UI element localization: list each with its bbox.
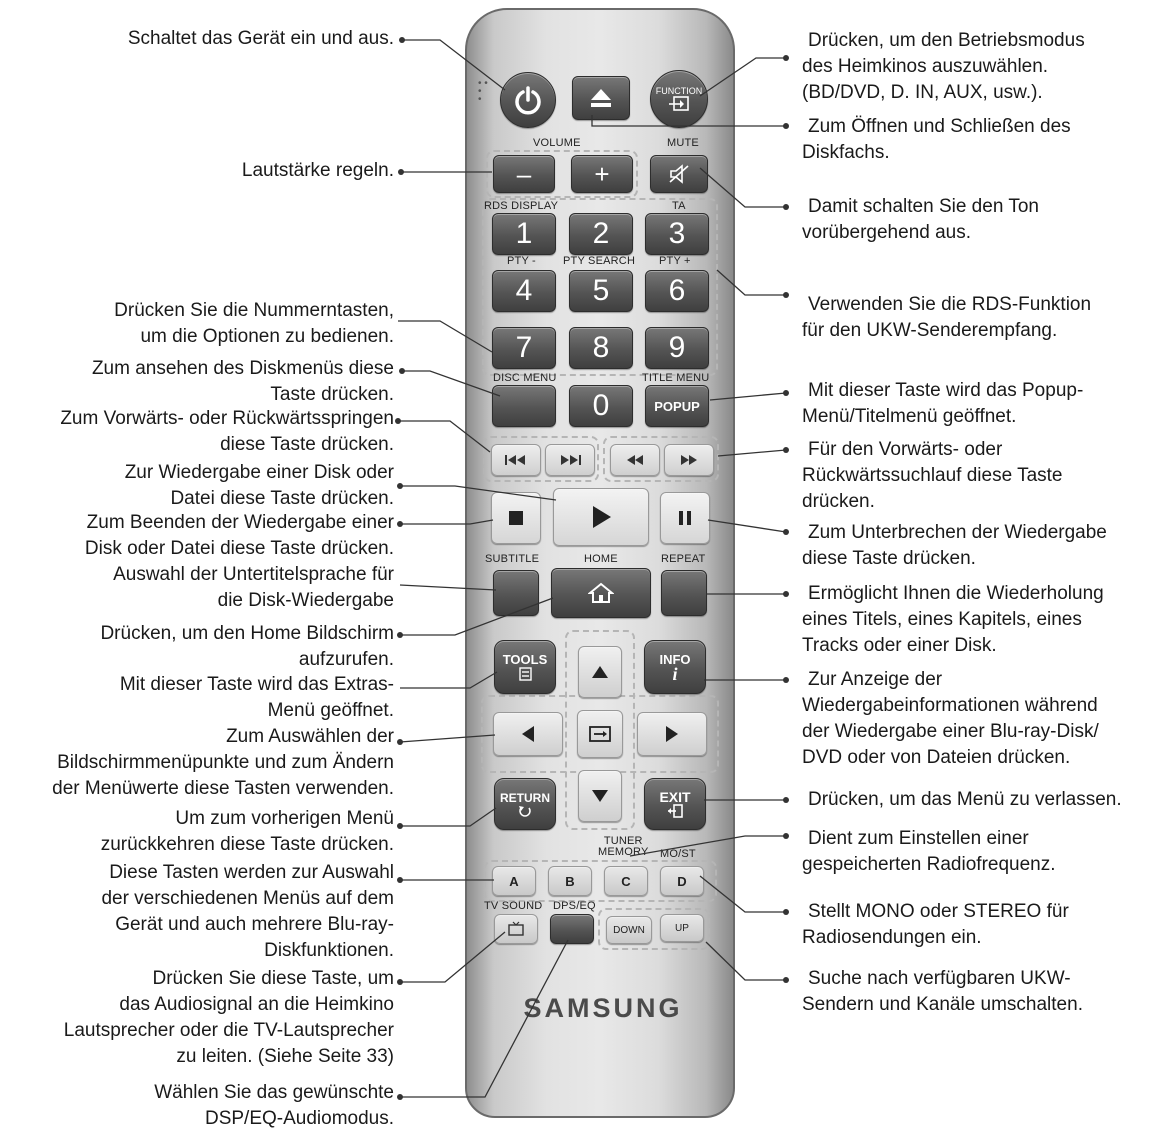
repeat-caption: REPEAT [661,553,706,565]
nav-right-button[interactable] [637,712,707,756]
tools-button[interactable] [494,640,556,694]
annotation-line: Menü/Titelmenü geöffnet. [802,406,1017,427]
annotation-line: zurückkehren diese Taste drücken. [100,834,394,855]
home-caption: HOME [584,553,618,565]
annotation-line: Suche nach verfügbaren UKW- [808,968,1071,989]
annotation-play [125,460,394,512]
dsp-eq-caption: DPS/EQ [553,900,596,912]
annotation-line: der Wiedergabe einer Blu-ray-Disk/ [802,721,1099,742]
skip-forward-button[interactable] [545,444,595,476]
annotation-disc-menu [92,356,394,408]
annotation-number-keys [114,298,394,350]
popup-label: POPUP [654,398,700,414]
volume-down-button[interactable] [493,155,555,193]
stop-icon [507,509,525,527]
annotation-line: der Menüwerte diese Tasten verwenden. [52,778,394,799]
a-button[interactable] [492,866,536,896]
input-source-icon [668,96,690,112]
annotation-line: Für den Vorwärts- oder [808,439,1003,460]
d-button[interactable] [660,866,704,896]
tuner-up-button[interactable] [660,914,704,942]
arrow-right-icon [664,724,680,744]
annotation-line: zu leiten. (Siehe Seite 33) [176,1046,394,1067]
annotation-line: Damit schalten Sie den Ton [808,196,1039,217]
annotation-line: eines Titels, eines Kapitels, eines [802,609,1082,630]
annotation-line: diese Taste drücken. [802,548,976,569]
number-6-label: 6 [668,274,686,307]
c-button[interactable] [604,866,648,896]
c-label: C [621,873,631,889]
repeat-button[interactable] [661,570,707,616]
play-icon [589,504,613,530]
annotation-function [802,28,1085,106]
annotation-line: Mit dieser Taste wird das Popup- [808,380,1084,401]
annotation-line: für den UKW-Senderempfang. [802,320,1058,341]
pause-button[interactable] [660,492,710,544]
pause-icon [676,509,694,527]
annotation-line: Zum ansehen des Diskmenüs diese [91,358,394,379]
d-label: D [677,873,687,889]
annotation-line: Zum Unterbrechen der Wiedergabe [808,522,1107,543]
subtitle-caption: SUBTITLE [485,553,540,565]
annotation-line: um die Optionen zu bedienen. [140,326,394,347]
exit-label: EXIT [659,789,691,805]
annotation-line: Wiedergabeinformationen während [802,695,1098,716]
pty-plus-caption: PTY + [659,255,691,267]
number-6-button[interactable] [645,270,709,312]
number-1-label: 1 [515,217,533,250]
info-label: INFO [659,652,691,667]
exit-icon [667,804,683,818]
number-9-label: 9 [668,331,686,364]
search-back-button[interactable] [610,444,660,476]
arrow-down-icon [590,788,610,804]
enter-button[interactable] [577,710,623,758]
annotation-line: Lautstärke regeln. [241,160,394,181]
annotation-line: Drücken, um den Home Bildschirm [100,623,394,644]
pty-search-caption: PTY SEARCH [563,255,636,267]
nav-down-button[interactable] [578,770,622,822]
annotation-eject [802,114,1071,166]
annotation-mute [802,194,1039,246]
power-button[interactable] [500,72,556,128]
annotation-line: gespeicherten Radiofrequenz. [802,854,1056,875]
annotation-line: Sendern und Kanäle umschalten. [802,994,1083,1015]
tv-sound-caption: TV SOUND [484,900,543,912]
home-icon [588,582,614,604]
annotation-line: DVD oder von Dateien drücken. [802,747,1071,768]
annotation-line: Lautsprecher oder die TV-Lautsprecher [63,1020,394,1041]
annotation-subtitle [113,562,394,614]
number-7-label: 7 [515,331,533,364]
annotation-color-keys [101,860,394,964]
power-indicator-icon: • • • • [478,78,488,105]
annotation-line: der verschiedenen Menüs auf dem [101,888,394,909]
brand-logo: SAMSUNG [523,993,683,1023]
annotation-navigation [52,724,394,802]
annotation-home [100,621,394,673]
annotation-line: Taste drücken. [270,384,394,405]
number-1-button[interactable] [492,213,556,255]
annotation-line: DSP/EQ-Audiomodus. [204,1108,394,1129]
pty-minus-caption: PTY - [507,255,536,267]
volume-up-button[interactable] [571,155,633,193]
annotation-popup [802,378,1083,430]
tools-icon [517,667,533,681]
return-button[interactable] [494,778,556,830]
power-icon [512,84,544,116]
number-4-label: 4 [515,274,533,307]
annotation-line: (BD/DVD, D. IN, AUX, usw.). [802,82,1043,103]
annotation-repeat [802,581,1104,659]
annotation-line: drücken. [802,491,875,512]
number-7-button[interactable] [492,327,556,369]
annotation-line: Schaltet das Gerät ein und aus. [127,28,394,49]
annotation-tv-sound [64,966,394,1070]
play-button[interactable] [553,488,649,546]
function-label: FUNCTION [655,86,703,96]
volume-down-label: – [516,158,532,189]
annotation-power [128,26,394,52]
disc-menu-caption: DISC MENU [493,372,557,384]
mute-icon [668,164,690,184]
annotation-line: Verwenden Sie die RDS-Funktion [808,294,1092,315]
tuner-up-label: UP [675,922,689,934]
number-2-label: 2 [592,217,610,250]
eject-button[interactable] [572,76,630,120]
arrow-up-icon [590,664,610,680]
b-button[interactable] [548,866,592,896]
annotation-line: Ermöglicht Ihnen die Wiederholung [808,583,1104,604]
annotation-line: Diskfachs. [802,142,890,163]
annotation-mono-stereo [802,899,1069,951]
tools-label: TOOLS [502,652,548,667]
disc-menu-button[interactable] [492,385,556,427]
mute-button[interactable] [650,155,708,193]
skip-back-button[interactable] [491,444,541,476]
info-i-label: i [672,664,678,684]
annotation-line: Rückwärtssuchlauf diese Taste [802,465,1063,486]
number-0-label: 0 [592,389,610,422]
annotation-line: die Disk-Wiedergabe [217,590,394,611]
arrow-left-icon [520,724,536,744]
number-3-label: 3 [668,217,686,250]
annotation-line: Zur Anzeige der [808,669,943,690]
annotation-line: Diskfunktionen. [264,940,394,961]
a-label: A [509,873,519,889]
number-0-button[interactable] [569,385,633,427]
annotation-line: Zum Auswählen der [226,726,394,747]
annotation-line: Menü geöffnet. [267,700,394,721]
number-8-label: 8 [592,331,610,364]
enter-icon [588,725,612,743]
info-button[interactable] [644,640,706,694]
nav-left-button[interactable] [493,712,563,756]
annotation-line: Bildschirmmenüpunkte und zum Ändern [57,752,394,773]
tuner-memory-caption: TUNER MEMORY [598,835,649,858]
annotation-line: Zum Öffnen und Schließen des [808,116,1071,137]
annotation-line: Mit dieser Taste wird das Extras- [119,674,394,695]
number-4-button[interactable] [492,270,556,312]
dsp-eq-button[interactable] [550,914,594,944]
volume-caption: VOLUME [533,137,581,149]
annotation-line: Dient zum Einstellen einer [808,828,1029,849]
fast-forward-icon [679,454,699,466]
annotation-line: Auswahl der Untertitelsprache für [113,564,394,585]
subtitle-button[interactable] [493,570,539,616]
ta-caption: TA [672,200,686,212]
return-label: RETURN [500,791,550,805]
annotation-line: Zum Vorwärts- oder Rückwärtsspringen [60,408,394,429]
annotation-line: Drücken, um den Betriebsmodus [808,30,1085,51]
annotation-dsp-eq [154,1080,394,1132]
annotation-line: Drücken Sie die Nummerntasten, [114,300,394,321]
annotation-skip [60,406,394,458]
skip-back-icon [504,454,528,466]
annotation-line: Zur Wiedergabe einer Disk oder [124,462,394,483]
eject-icon [589,87,613,109]
annotation-line: Zum Beenden der Wiedergabe einer [86,512,394,533]
mo-st-caption: MO/ST [660,848,696,860]
annotation-tuner-memory [802,826,1056,878]
annotation-line: Radiosendungen ein. [802,927,982,948]
annotation-line: Um zum vorherigen Menü [175,808,394,829]
number-9-button[interactable] [645,327,709,369]
annotation-return [101,806,394,858]
tv-icon [507,921,525,937]
annotation-line: Drücken Sie diese Taste, um [152,968,394,989]
tuner-down-button[interactable] [606,916,652,944]
annotation-line: Wählen Sie das gewünschte [154,1082,394,1103]
skip-forward-icon [558,454,582,466]
home-button[interactable] [551,568,651,618]
tuner-down-label: DOWN [613,924,645,936]
annotation-line: Disk oder Datei diese Taste drücken. [84,538,394,559]
search-forward-button[interactable] [664,444,714,476]
mute-caption: MUTE [667,137,699,149]
annotation-volume [242,158,394,184]
annotation-line: aufzurufen. [298,649,394,670]
annotation-exit [802,787,1122,813]
annotation-line: Stellt MONO oder STEREO für [808,901,1069,922]
annotation-line: diese Taste drücken. [220,434,394,455]
annotation-tools [120,672,394,724]
annotation-line: Datei diese Taste drücken. [170,488,394,509]
title-menu-caption: TITLE MENU [642,372,710,384]
annotation-line: Drücken, um das Menü zu verlassen. [808,789,1122,810]
number-8-button[interactable] [569,327,633,369]
nav-up-button[interactable] [578,646,622,698]
number-3-button[interactable] [645,213,709,255]
annotation-line: Gerät und auch mehrere Blu-ray- [115,914,394,935]
annotation-line: das Audiosignal an die Heimkino [119,994,394,1015]
annotation-search [802,437,1063,515]
annotation-tuner-updown [802,966,1083,1018]
exit-button[interactable] [644,778,706,830]
annotation-line: Tracks oder einer Disk. [802,635,997,656]
volume-up-label: + [594,158,610,189]
number-5-button[interactable] [569,270,633,312]
annotation-stop [85,510,394,562]
stop-button[interactable] [491,492,541,544]
annotation-pause [802,520,1107,572]
annotation-line: vorübergehend aus. [802,222,972,243]
annotation-info [802,667,1099,771]
rewind-icon [625,454,645,466]
return-icon [517,805,533,817]
annotation-rds [802,292,1091,344]
number-2-button[interactable] [569,213,633,255]
tv-sound-button[interactable] [494,914,538,944]
annotation-line: Diese Tasten werden zur Auswahl [109,862,394,883]
annotation-line: des Heimkinos auszuwählen. [802,56,1049,77]
number-5-label: 5 [592,274,610,307]
popup-button[interactable] [645,385,709,427]
rds-display-caption: RDS DISPLAY [484,200,559,212]
function-button[interactable] [650,70,708,128]
b-label: B [565,873,575,889]
